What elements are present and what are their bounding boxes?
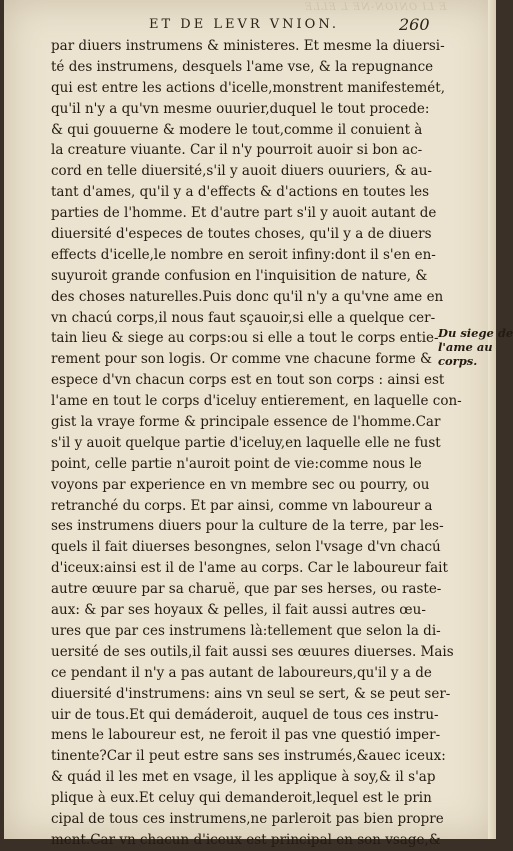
text-line: s'il y auoit quelque partie d'iceluy,en laquelle elle ne fust [51,434,441,451]
text-line: diuersité d'especes de toutes choses, qu'il y a de diuers [51,226,432,243]
text-line: qui est entre les actions d'icelle,monstrent manifestemét, [51,79,446,96]
marginal-note-line: l'ame au [438,340,493,354]
text-line: tinente?Car il peut estre sans ses instrumés,&auec iceux: [51,748,446,765]
text-line: d'iceux:ainsi est il de l'ame au corps. Car le laboureur fait [51,560,448,577]
text-line: aux: & par ses hoyaux & pelles, il fait aussi autres œu- [51,602,426,619]
text-line: rement pour son logis. Or comme vne chacune forme & [51,351,433,368]
text-line: mens le laboureur est, ne feroit il pas vne questió imper- [51,727,441,744]
text-line: uir de tous.Et qui demáderoit, auquel de tous ces instru- [51,706,439,723]
running-head: ET DE LEVR VNION. [149,17,340,32]
text-line: cipal de tous ces instrumens,ne parleroit pas bien propre [51,810,444,827]
marginal-note-line: Du siege de [438,326,513,340]
text-line: gist la vraye forme & principale essence de l'homme.Car [51,414,441,431]
text-line: espece d'vn chacun corps est en tout son corps : ainsi est [51,372,445,389]
text-line: la creature viuante. Car il n'y pourroit auoir si bon ac- [51,142,423,159]
text-line: qu'il n'y a qu'vn mesme ouurier,duquel le tout procede: [51,100,430,117]
text-line: & quád il les met en vsage, il les applique à soy,& il s'ap [51,769,436,786]
text-line: ses instrumens diuers pour la culture de la terre, par les- [51,518,444,535]
text-line: retranché du corps. Et par ainsi, comme vn laboureur a [51,497,433,514]
text-line: par diuers instrumens & ministeres. Et mesme la diuersi- [51,38,445,54]
text-line: & qui gouuerne & modere le tout,comme il conuient à [51,121,423,138]
text-line: effects d'icelle,le nombre en seroit infiny:dont il s'en en- [51,246,436,263]
text-line: parties de l'homme. Et d'autre part s'il y auoit autant de [51,205,437,222]
page-number: 260 [399,15,430,34]
marginal-note [438,326,513,368]
book-page [4,0,513,848]
text-line: plique à eux.Et celuy qui demanderoit,lequel est le prin [51,790,432,807]
text-line: quels il fait diuerses besongnes, selon l'vsage d'vn chacú [51,539,441,556]
text-line: des choses naturelles.Puis donc qu'il n'y a qu'vne ame en [51,288,444,305]
text-line: tain lieu & siege au corps:ou si elle a tout le corps entie- [51,330,439,347]
text-line: uersité de ses outils,il fait aussi ses œuures diuerses. Mais [51,643,454,660]
body-text [51,36,462,851]
text-line: té des instrumens, desquels l'ame vse, & la repugnance [51,58,434,75]
text-line: cord en telle diuersité,s'il y auoit diuers ouuriers, & au- [51,163,432,180]
text-line: autre œuure par sa charuë, que par ses herses, ou raste- [51,581,442,598]
text-line: ment.Car vn chacun d'iceux est principal en son vsage,& [51,831,441,848]
text-line: l'ame en tout le corps d'iceluy entierement, en laquelle con- [51,393,462,410]
marginal-note-line: corps. [438,354,478,368]
text-line: voyons par experience en vn membre sec ou pourry, ou [51,476,430,493]
text-line: tant d'ames, qu'il y a d'effects & d'actions en toutes les [51,184,430,201]
text-line: diuersité d'instrumens: ains vn seul se sert, & se peut ser- [51,685,451,702]
text-line: vn chacú corps,il nous faut sçauoir,si elle a quelque cer- [51,309,436,326]
bleed-through-text: E LI ONION-NE L ELLE [304,2,447,13]
text-line: suyuroit grande confusion en l'inquisition de nature, & [51,267,428,284]
text-line: ce pendant il n'y a pas autant de laboureurs,qu'il y a de [51,664,432,681]
text-line: point, celle partie n'auroit point de vie:comme nous le [51,455,422,472]
text-line: ures que par ces instrumens là:tellement que selon la di- [51,622,441,639]
page-edge [488,0,496,839]
